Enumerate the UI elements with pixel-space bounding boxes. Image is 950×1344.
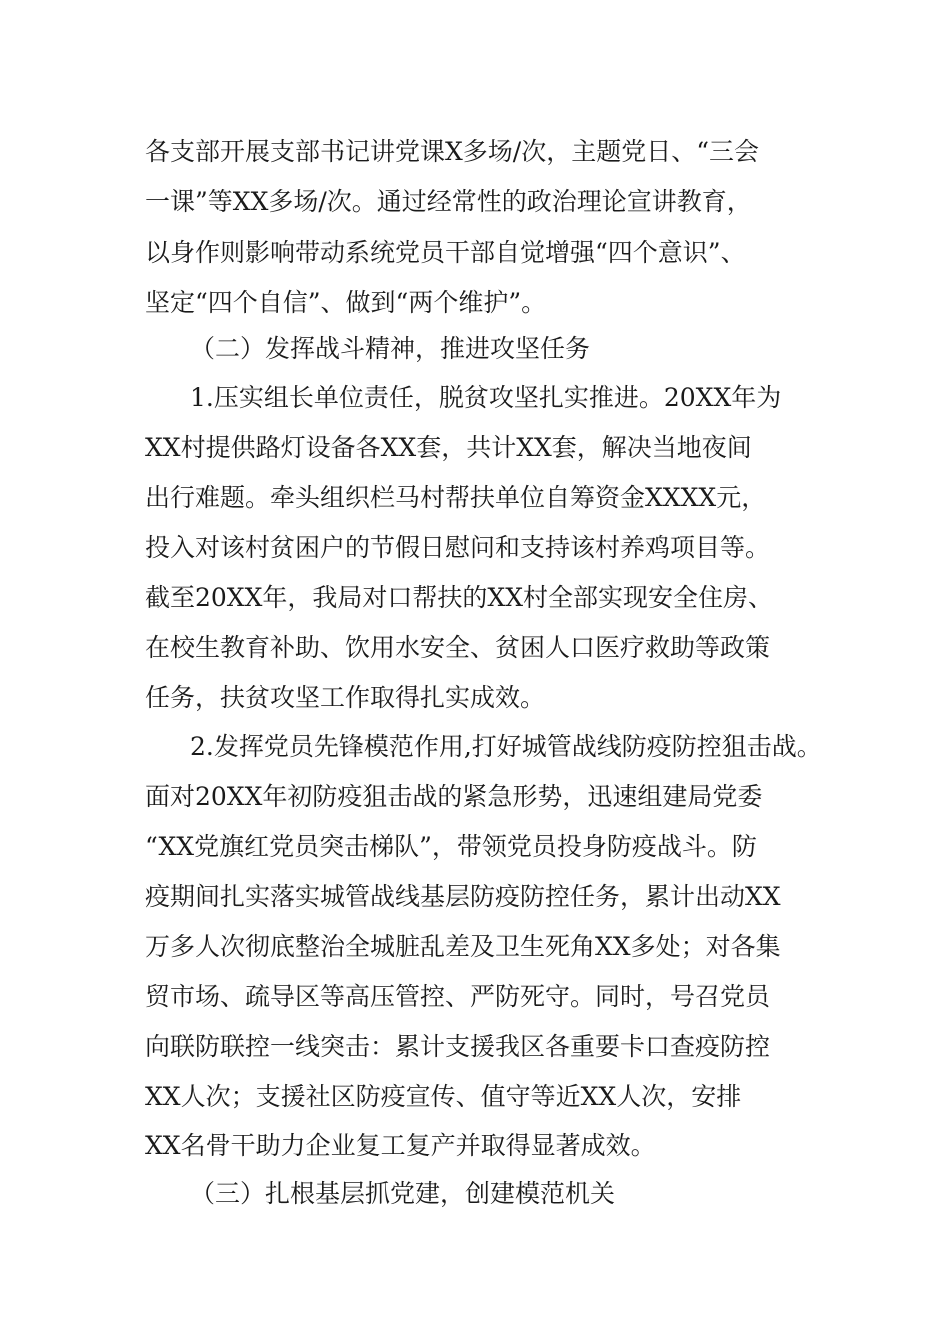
- paragraph-line: 面对20XX年初防疫狙击战的紧急形势，迅速组建局党委: [145, 782, 763, 811]
- paragraph-line: XX村提供路灯设备各XX套，共计XX套，解决当地夜间: [145, 433, 752, 462]
- paragraph-line: “XX党旗红党员突击梯队”，带领党员投身防疫战斗。防: [145, 832, 757, 861]
- paragraph-line: 向联防联控一线突击：累计支援我区各重要卡口查疫防控: [145, 1032, 771, 1061]
- paragraph-line: 任务，扶贫攻坚工作取得扎实成效。: [145, 683, 546, 712]
- paragraph-line: 贸市场、疏导区等高压管控、严防死守。同时，号召党员: [145, 982, 771, 1011]
- paragraph-line: XX人次；支援社区防疫宣传、值守等近XX人次，安排: [145, 1082, 742, 1111]
- section-heading: （三）扎根基层抓党建，创建模范机关: [190, 1179, 616, 1208]
- paragraph-line: 截至20XX年，我局对口帮扶的XX村全部实现安全住房、: [145, 583, 774, 612]
- paragraph-line: 在校生教育补助、饮用水安全、贫困人口医疗救助等政策: [145, 633, 771, 662]
- paragraph-line: 以身作则影响带动系统党员干部自觉增强“四个意识”、: [145, 238, 746, 267]
- paragraph-line: 投入对该村贫困户的节假日慰问和支持该村养鸡项目等。: [145, 533, 771, 562]
- paragraph-line: 各支部开展支部书记讲党课X多场/次，主题党日、“三会: [145, 137, 760, 166]
- paragraph-line: 坚定“四个自信”、做到“两个维护”。: [145, 288, 547, 317]
- paragraph-line: 万多人次彻底整治全城脏乱差及卫生死角XX多处；对各集: [145, 932, 781, 961]
- paragraph-line: 1.压实组长单位责任，脱贫攻坚扎实推进。20XX年为: [190, 383, 782, 412]
- paragraph-line: 疫期间扎实落实城管战线基层防疫防控任务，累计出动XX: [145, 882, 781, 911]
- paragraph-line: 一课”等XX多场/次。通过经常性的政治理论宣讲教育，: [145, 187, 752, 216]
- section-heading: （二）发挥战斗精神，推进攻坚任务: [190, 334, 591, 363]
- paragraph-line: 出行难题。牵头组织栏马村帮扶单位自筹资金XXXX元，: [145, 483, 767, 512]
- paragraph-line: XX名骨干助力企业复工复产并取得显著成效。: [145, 1131, 656, 1160]
- paragraph-line: 2.发挥党员先锋模范作用,打好城管战线防疫防控狙击战。: [190, 732, 822, 761]
